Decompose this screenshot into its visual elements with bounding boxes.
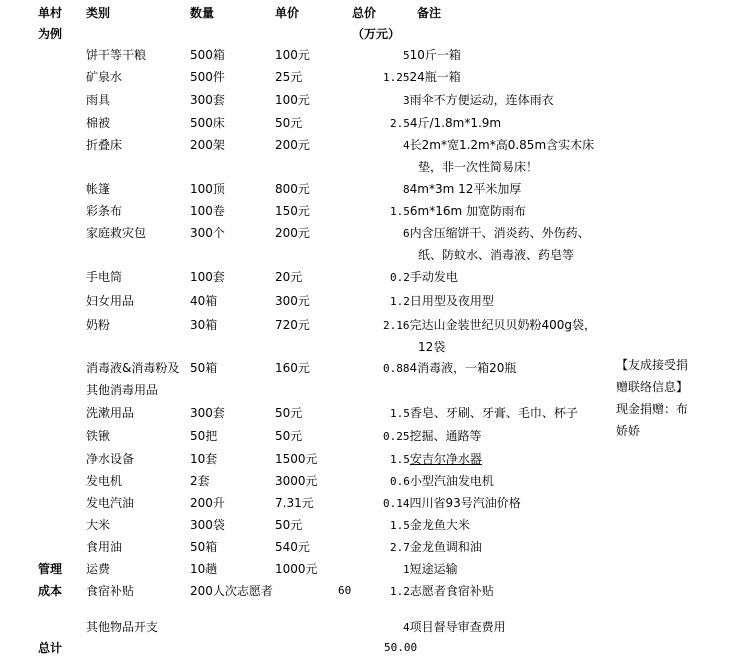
section-label: 管理 — [38, 562, 63, 576]
row-remark: 项目督导审查费用 — [409, 620, 506, 634]
row-total: 1 — [403, 563, 410, 576]
row-quantity: 50把 — [190, 429, 218, 443]
row-remark: 小型汽油发电机 — [409, 474, 494, 488]
row-unit-price: 60 — [338, 584, 352, 597]
row-remark: 24瓶一箱 — [409, 70, 461, 84]
row-total: 2.5 — [390, 117, 410, 130]
row-total-remark — [390, 204, 742, 219]
row-category: 净水设备 — [86, 452, 135, 466]
row-unit-price: 50元 — [275, 429, 303, 443]
row-total-remark — [390, 294, 742, 309]
row-quantity: 200升 — [190, 496, 225, 510]
row-total: 0.88 — [383, 362, 410, 375]
row-remark: 6m*16m 加宽防雨布 — [409, 204, 526, 218]
row-category: 奶粉 — [86, 318, 111, 332]
row-unit-price: 50元 — [275, 518, 303, 532]
row-remark: 4斤/1.8m*1.9m — [409, 116, 502, 130]
row-quantity: 100套 — [190, 270, 225, 284]
row-total: 1.25 — [383, 71, 410, 84]
row-total: 6 — [403, 227, 410, 240]
row-unit-price: 20元 — [275, 270, 303, 284]
row-unit-price: 7.31元 — [275, 496, 314, 510]
header-unit-price: 单价 — [275, 6, 300, 20]
row-total: 1.2 — [390, 585, 410, 598]
row-category: 发电机 — [86, 474, 123, 488]
row-quantity: 500件 — [190, 70, 225, 84]
row-category: 矿泉水 — [86, 70, 123, 84]
row-total-remark — [390, 518, 742, 533]
header-quantity: 数量 — [190, 6, 215, 20]
row-unit-price: 1500元 — [275, 452, 318, 466]
header-unit-line2: 为例 — [38, 27, 63, 41]
row-quantity: 300套 — [190, 406, 225, 420]
row-unit-price: 720元 — [275, 318, 310, 332]
grand-total: 50.00 — [384, 641, 418, 654]
row-total: 5 — [403, 49, 410, 62]
row-category: 家庭救灾包 — [86, 226, 147, 240]
row-remark[interactable]: 安吉尔净水器 — [409, 452, 482, 466]
row-remark: 香皂、牙刷、牙膏、毛巾、杯子 — [409, 406, 578, 420]
row-quantity: 500床 — [190, 116, 225, 130]
row-category: 发电汽油 — [86, 496, 135, 510]
row-total: 4 — [403, 139, 410, 152]
row-total-remark — [403, 48, 742, 63]
row-total-remark — [390, 474, 742, 489]
row-total-remark — [403, 620, 742, 635]
row-unit-price: 1000元 — [275, 562, 318, 576]
row-category: 大米 — [86, 518, 111, 532]
row-remark-line2: 纸、防蚊水、消毒液、药皂等 — [418, 248, 575, 262]
row-quantity: 2套 — [190, 474, 210, 488]
row-category: 铁锹 — [86, 429, 111, 443]
row-quantity: 200人次志愿者 — [190, 584, 273, 598]
row-total-remark — [403, 226, 742, 241]
row-unit-price: 300元 — [275, 294, 310, 308]
row-total-remark — [403, 93, 742, 108]
row-remark: 4m*3m 12平米加厚 — [409, 182, 522, 196]
row-remark: 日用型及夜用型 — [409, 294, 494, 308]
row-total-remark — [403, 182, 742, 197]
row-unit-price: 160元 — [275, 361, 310, 375]
row-total: 1.5 — [390, 407, 410, 420]
row-category: 雨具 — [86, 93, 111, 107]
row-unit-price: 200元 — [275, 226, 310, 240]
row-quantity: 300套 — [190, 93, 225, 107]
row-category: 饼干等干粮 — [86, 48, 147, 62]
row-category: 食用油 — [86, 540, 123, 554]
row-remark: 金龙鱼调和油 — [409, 540, 482, 554]
side-note-line4: 娇娇 — [616, 424, 641, 438]
row-quantity: 300个 — [190, 226, 225, 240]
row-total: 8 — [403, 183, 410, 196]
row-remark: 手动发电 — [409, 270, 458, 284]
row-quantity: 200架 — [190, 138, 225, 152]
row-unit-price: 3000元 — [275, 474, 318, 488]
row-total: 1.5 — [390, 519, 410, 532]
header-unit-line1: 单村 — [38, 6, 63, 20]
row-total: 4 — [403, 621, 410, 634]
row-total-remark — [403, 138, 742, 153]
row-category: 洗漱用品 — [86, 406, 135, 420]
row-category: 食宿补贴 — [86, 584, 135, 598]
row-remark: 志愿者食宿补贴 — [409, 584, 494, 598]
row-quantity: 300袋 — [190, 518, 225, 532]
row-unit-price: 100元 — [275, 93, 310, 107]
donation-contact-note — [616, 354, 726, 442]
row-remark: 长2m*宽1.2m*高0.85m含实木床 — [409, 138, 595, 152]
row-remark-line2: 垫，非一次性简易床！ — [418, 160, 539, 174]
row-category: 其他物品开支 — [86, 620, 159, 634]
row-total: 2.16 — [383, 319, 410, 332]
header-remark: 备注 — [417, 6, 442, 20]
side-note-line1: 【友成接受捐 — [616, 358, 689, 372]
row-unit-price: 150元 — [275, 204, 310, 218]
row-quantity: 50箱 — [190, 540, 218, 554]
side-note-line2: 赠联络信息】 — [616, 380, 689, 394]
row-total-remark — [383, 496, 742, 511]
row-category: 消毒液&消毒粉及 — [86, 361, 180, 375]
row-category: 折叠床 — [86, 138, 123, 152]
row-total-remark — [390, 452, 742, 467]
row-unit-price: 50元 — [275, 116, 303, 130]
header-category: 类别 — [86, 6, 111, 20]
row-unit-price: 100元 — [275, 48, 310, 62]
row-total: 0.2 — [390, 271, 410, 284]
header-total-line2: （万元） — [352, 27, 401, 41]
row-total: 1.5 — [390, 205, 410, 218]
row-category: 棉被 — [86, 116, 111, 130]
row-total: 1.2 — [390, 295, 410, 308]
row-unit-price: 800元 — [275, 182, 310, 196]
row-total-remark — [403, 562, 742, 577]
row-remark: 金龙鱼大米 — [409, 518, 470, 532]
row-total-remark — [390, 270, 742, 285]
section-label: 成本 — [38, 584, 63, 598]
row-quantity: 100卷 — [190, 204, 225, 218]
row-category: 手电筒 — [86, 270, 123, 284]
row-remark: 4消毒液，一箱20瓶 — [409, 361, 517, 375]
row-total-remark — [383, 70, 742, 85]
row-remark-line2: 12袋 — [418, 340, 446, 354]
row-remark: 雨伞不方便运动，连体雨衣 — [409, 93, 554, 107]
row-quantity: 40箱 — [190, 294, 218, 308]
row-category: 妇女用品 — [86, 294, 135, 308]
row-total: 0.25 — [383, 430, 410, 443]
row-total: 0.14 — [383, 497, 410, 510]
header-total-line1: 总价 — [352, 6, 377, 20]
row-total-remark — [390, 116, 742, 131]
row-total-remark — [383, 318, 742, 333]
row-quantity: 10趟 — [190, 562, 218, 576]
row-quantity: 100顶 — [190, 182, 225, 196]
row-quantity: 500箱 — [190, 48, 225, 62]
row-category-line2: 其他消毒用品 — [86, 383, 159, 397]
row-unit-price: 200元 — [275, 138, 310, 152]
row-quantity: 10套 — [190, 452, 218, 466]
row-unit-price: 25元 — [275, 70, 303, 84]
row-total-remark — [390, 584, 742, 599]
row-total: 2.7 — [390, 541, 410, 554]
row-remark: 短途运输 — [409, 562, 458, 576]
row-total-remark — [390, 540, 742, 555]
row-quantity: 50箱 — [190, 361, 218, 375]
row-category: 帐篷 — [86, 182, 111, 196]
row-total: 3 — [403, 94, 410, 107]
row-remark: 挖掘、通路等 — [409, 429, 482, 443]
row-total: 0.6 — [390, 475, 410, 488]
row-remark: 四川省93号汽油价格 — [409, 496, 521, 510]
row-category: 彩条布 — [86, 204, 123, 218]
row-total: 1.5 — [390, 453, 410, 466]
row-unit-price: 540元 — [275, 540, 310, 554]
row-quantity: 30箱 — [190, 318, 218, 332]
row-remark: 10斤一箱 — [409, 48, 461, 62]
row-unit-price: 50元 — [275, 406, 303, 420]
row-category: 运费 — [86, 562, 111, 576]
total-label: 总计 — [38, 641, 63, 655]
row-remark: 内含压缩饼干、消炎药、外伤药、 — [409, 226, 590, 240]
row-remark: 完达山金装世纪贝贝奶粉400g袋， — [409, 318, 597, 332]
side-note-line3: 现金捐赠：布 — [616, 402, 689, 416]
